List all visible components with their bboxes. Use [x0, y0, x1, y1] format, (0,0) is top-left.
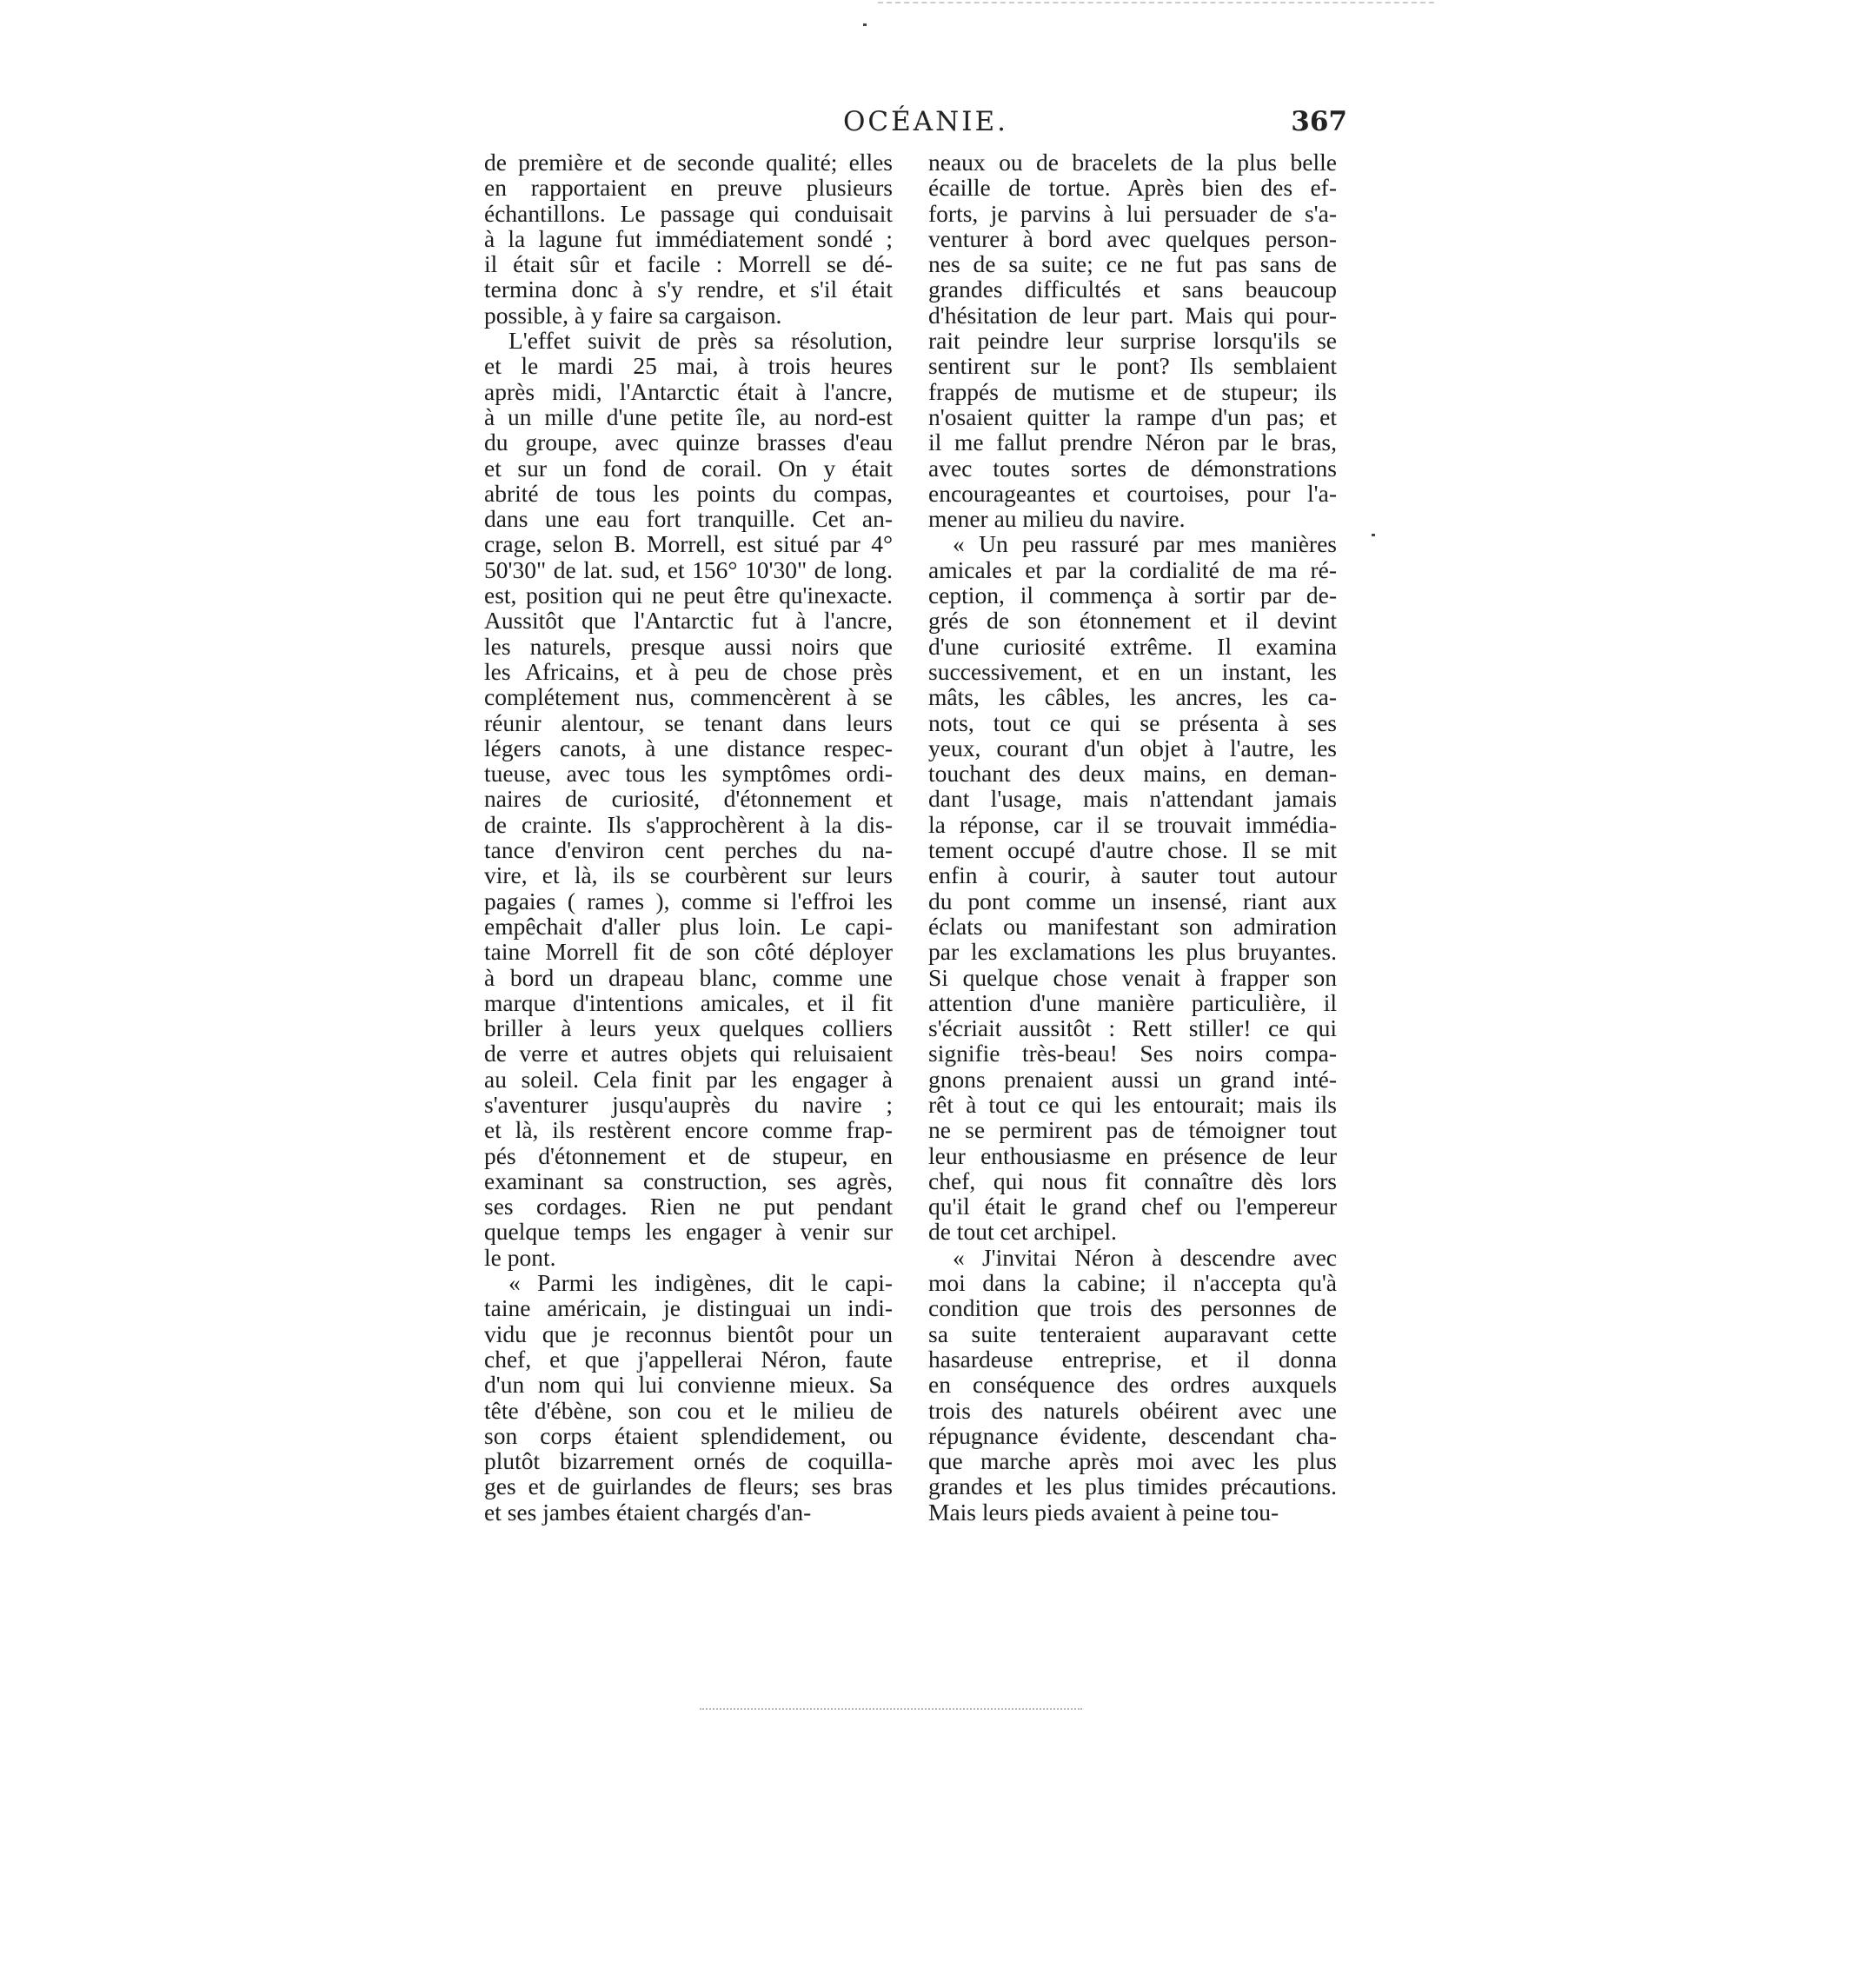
text-line: « Parmi les indigènes, dit le capi- — [508, 1269, 893, 1297]
text-line: empêchait d'aller plus loin. Le capi- — [484, 912, 893, 940]
text-line: tueuse, avec tous les symptômes ordi- — [484, 760, 893, 788]
text-line: légers canots, à une distance respec- — [484, 734, 893, 761]
text-line: briller à leurs yeux quelques colliers — [484, 1014, 893, 1042]
text-line: du groupe, avec quinze brasses d'eau — [484, 429, 893, 456]
text-line: gnons prenaient aussi un grand inté- — [928, 1065, 1337, 1093]
text-line: Aussitôt que l'Antarctic fut à l'ancre, — [484, 607, 893, 635]
text-line: d'une curiosité extrême. Il examina — [928, 632, 1337, 660]
text-line: examinant sa construction, ses agrès, — [484, 1167, 893, 1194]
text-line: ception, il commença à sortir par de- — [928, 582, 1337, 609]
text-line: signifie très-beau! Ses noirs compa- — [928, 1040, 1337, 1067]
text-line: ne se permirent pas de témoigner tout — [928, 1116, 1337, 1144]
text-line: hasardeuse entreprise, et il donna — [928, 1345, 1337, 1373]
text-line: « J'invitai Néron à descendre avec — [953, 1243, 1337, 1271]
text-line: de tout cet archipel. — [928, 1218, 1117, 1246]
text-line: grandes et les plus timides précautions. — [928, 1473, 1337, 1500]
text-line: en conséquence des ordres auxquels — [928, 1371, 1337, 1399]
text-line: à bord un drapeau blanc, comme une — [484, 963, 893, 991]
text-line: en rapportaient en preuve plusieurs — [484, 174, 893, 202]
text-line: condition que trois des personnes de — [928, 1294, 1337, 1322]
text-line: réunir alentour, se tenant dans leurs — [484, 708, 893, 736]
text-line: et le mardi 25 mai, à trois heures — [484, 352, 893, 380]
text-line: touchant des deux mains, en deman- — [928, 760, 1337, 788]
text-line: la réponse, car il se trouvait immédia- — [928, 810, 1337, 838]
text-line: le pont. — [484, 1243, 556, 1271]
text-line: grandes difficultés et sans beaucoup — [928, 276, 1337, 303]
text-line: forts, je parvins à lui persuader de s'a- — [928, 199, 1337, 227]
text-line: tête d'ébène, son cou et le milieu de — [484, 1396, 893, 1424]
text-line: trois des naturels obéirent avec une — [928, 1396, 1337, 1424]
text-line: successivement, et en un instant, les — [928, 657, 1337, 685]
scan-artifact — [700, 1708, 1082, 1715]
text-line: Si quelque chose venait à frapper son — [928, 963, 1337, 991]
text-line: tement occupé d'autre chose. Il se mit — [928, 836, 1337, 864]
text-line: échantillons. Le passage qui conduisait — [484, 199, 893, 227]
text-line: taine Morrell fit de son côté déployer — [484, 938, 893, 966]
text-line: du pont comme un insensé, riant aux — [928, 887, 1337, 914]
text-line: attention d'une manière particulière, il — [928, 988, 1337, 1016]
text-line: yeux, courant d'un objet à l'autre, les — [928, 734, 1337, 761]
text-line: crage, selon B. Morrell, est situé par 4° — [484, 530, 893, 558]
text-line: éclats ou manifestant son admiration — [928, 912, 1337, 940]
text-line: que marche après moi avec les plus — [928, 1447, 1337, 1475]
text-line: possible, à y faire sa cargaison. — [484, 301, 782, 329]
text-line: n'osaient quitter la rampe d'un pas; et — [928, 402, 1337, 430]
text-line: ses cordages. Rien ne put pendant — [484, 1193, 893, 1220]
text-line: enfin à courir, à sauter tout autour — [928, 861, 1337, 889]
text-line: mener au milieu du navire. — [928, 505, 1186, 533]
text-line: sa suite tenteraient auparavant cette — [928, 1320, 1337, 1347]
text-line: à la lagune fut immédiatement sondé ; — [484, 224, 893, 252]
text-line: avec toutes sortes de démonstrations — [928, 454, 1337, 482]
text-line: dant l'usage, mais n'attendant jamais — [928, 785, 1337, 813]
text-line: grés de son étonnement et il devint — [928, 607, 1337, 635]
text-line: venturer à bord avec quelques person- — [928, 224, 1337, 252]
text-line: sentirent sur le pont? Ils semblaient — [928, 352, 1337, 380]
text-line: les naturels, presque aussi noirs que — [484, 632, 893, 660]
running-title: OCÉANIE. — [843, 106, 1009, 137]
text-line: nots, tout ce qui se présenta à ses — [928, 708, 1337, 736]
text-line: encourageantes et courtoises, pour l'a- — [928, 479, 1337, 507]
text-line: pés d'étonnement et de stupeur, en — [484, 1141, 893, 1169]
text-line: naires de curiosité, d'étonnement et — [484, 785, 893, 813]
text-line: quelque temps les engager à venir sur — [484, 1218, 893, 1246]
text-line: s'aventurer jusqu'auprès du navire ; — [484, 1090, 893, 1118]
text-line: rait peindre leur surprise lorsqu'ils se — [928, 327, 1337, 355]
text-line: les Africains, et à peu de chose près — [484, 657, 893, 685]
text-line: pagaies ( rames ), comme si l'effroi les — [484, 887, 893, 914]
text-line: termina donc à s'y rendre, et s'il était — [484, 276, 893, 303]
scan-speck — [1372, 534, 1375, 536]
text-line: de première et de seconde qualité; elles — [484, 149, 893, 176]
text-line: s'écriait aussitôt : Rett stiller! ce qui — [928, 1014, 1337, 1042]
text-line: vidu que je reconnus bientôt pour un — [484, 1320, 893, 1347]
text-line: moi dans la cabine; il n'accepta qu'à — [928, 1269, 1337, 1297]
text-line: leur enthousiasme en présence de leur — [928, 1141, 1337, 1169]
text-line: plutôt bizarrement ornés de coquilla- — [484, 1447, 893, 1475]
text-line: au soleil. Cela finit par les engager à — [484, 1065, 893, 1093]
text-line: neaux ou de bracelets de la plus belle — [928, 149, 1337, 176]
text-line: rêt à tout ce qui les entourait; mais ils — [928, 1090, 1337, 1118]
text-line: ges et de guirlandes de fleurs; ses bras — [484, 1473, 893, 1500]
text-line: et sur un fond de corail. On y était — [484, 454, 893, 482]
page-number: 367 — [1291, 106, 1347, 137]
scan-artifact — [878, 2, 1434, 7]
running-head — [487, 106, 1347, 141]
text-line: et là, ils restèrent encore comme frap- — [484, 1116, 893, 1144]
text-line: frappés de mutisme et de stupeur; ils — [928, 377, 1337, 405]
text-line: chef, qui nous fit connaître dès lors — [928, 1167, 1337, 1194]
text-line: chef, et que j'appellerai Néron, faute — [484, 1345, 893, 1373]
right-text-column — [928, 150, 1337, 1525]
text-line: après midi, l'Antarctic était à l'ancre, — [484, 377, 893, 405]
text-line: nes de sa suite; ce ne fut pas sans de — [928, 250, 1337, 278]
text-line: son corps étaient splendidement, ou — [484, 1421, 893, 1449]
text-line: dans une eau fort tranquille. Cet an- — [484, 505, 893, 533]
text-line: par les exclamations les plus bruyantes. — [928, 938, 1337, 966]
text-line: il me fallut prendre Néron par le bras, — [928, 429, 1337, 456]
text-line: écaille de tortue. Après bien des ef- — [928, 174, 1337, 202]
text-line: il était sûr et facile : Morrell se dé- — [484, 250, 893, 278]
text-line: tance d'environ cent perches du na- — [484, 836, 893, 864]
text-line: de crainte. Ils s'approchèrent à la dis- — [484, 810, 893, 838]
text-line: de verre et autres objets qui reluisaient — [484, 1040, 893, 1067]
scan-speck — [863, 23, 867, 26]
text-line: marque d'intentions amicales, et il fit — [484, 988, 893, 1016]
text-line: vire, et là, ils se courbèrent sur leurs — [484, 861, 893, 889]
text-line: d'un nom qui lui convienne mieux. Sa — [484, 1371, 893, 1399]
text-line: 50'30" de lat. sud, et 156° 10'30" de long. — [484, 555, 893, 583]
left-text-column — [484, 150, 893, 1525]
text-line: abrité de tous les points du compas, — [484, 479, 893, 507]
text-line: répugnance évidente, descendant cha- — [928, 1421, 1337, 1449]
text-line: est, position qui ne peut être qu'inexacte. — [484, 582, 893, 609]
text-line: complétement nus, commencèrent à se — [484, 683, 893, 711]
text-line: « Un peu rassuré par mes manières — [953, 530, 1337, 558]
text-line: d'hésitation de leur part. Mais qui pour- — [928, 301, 1337, 329]
text-line: L'effet suivit de près sa résolution, — [508, 327, 893, 355]
text-line: qu'il était le grand chef ou l'empereur — [928, 1193, 1337, 1220]
text-line: Mais leurs pieds avaient à peine tou- — [928, 1498, 1279, 1526]
text-line: et ses jambes étaient chargés d'an- — [484, 1498, 812, 1526]
text-line: taine américain, je distinguai un indi- — [484, 1294, 893, 1322]
text-line: à un mille d'une petite île, au nord-est — [484, 402, 893, 430]
text-line: amicales et par la cordialité de ma ré- — [928, 555, 1337, 583]
text-line: mâts, les câbles, les ancres, les ca- — [928, 683, 1337, 711]
